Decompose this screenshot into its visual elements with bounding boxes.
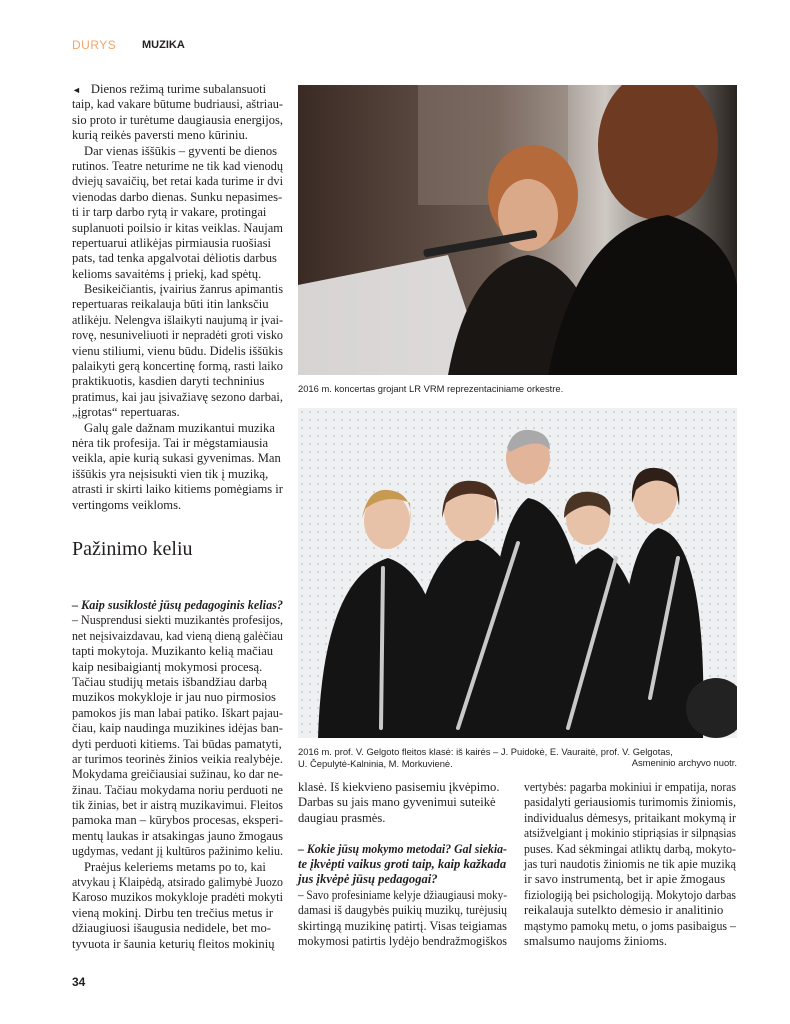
text-line: „įgrotas“ repertuaras. bbox=[72, 405, 180, 420]
text-line: vienodas darbo dienas. Sunku nepasimes- bbox=[72, 189, 283, 204]
text-lines bbox=[524, 780, 737, 949]
text-line: pamokos jis man labai patiko. Iškart pajau- bbox=[72, 705, 283, 720]
text-line: te įkvėpti vaikus groti taip, kaip kažkada bbox=[298, 856, 507, 871]
flute-class-caption: 2016 m. prof. V. Gelgoto fleitos klasė: iš kairės – J. Puidokė, E. Vauraitė, prof. V. Gelgotas, U. Čepulytė-Kalninia, M. Morkuvienė. bbox=[298, 746, 673, 769]
text-line: ar turimos teorinės žinios veikia realybėje. bbox=[72, 751, 283, 766]
right-column bbox=[524, 780, 737, 949]
text-line: Karoso muzikos mokykloje pradėti mokyti bbox=[72, 890, 284, 905]
left-column-top bbox=[72, 82, 284, 513]
text-line: nėra tik profesija. Tai ir mėgstamiausia bbox=[72, 435, 269, 450]
text-line: ugdymas, vedant jį kultūros pažinimo keliu. bbox=[72, 844, 284, 859]
text-line: pamoka man – kūrybos procesas, eksperi- bbox=[72, 813, 284, 828]
text-line: damasi iš daugybės puikių muzikų, turėjusių bbox=[298, 903, 508, 918]
text-line: – Savo profesiniame kelyje džiaugiausi moky- bbox=[298, 887, 507, 902]
text-lines bbox=[72, 97, 284, 513]
text-line: Dar vienas iššūkis – gyventi be dienos bbox=[84, 143, 278, 158]
text-line: fiziologiją bei psichologiją. Mokytojo darbas bbox=[524, 887, 736, 902]
middle-column bbox=[298, 780, 508, 949]
text-line: tik žinias, bet ir aistrą muzikavimui. Fleitos bbox=[72, 798, 284, 813]
left-column-bottom bbox=[72, 598, 284, 952]
text-line: Besikeičiantis, įvairius žanrus apimantis bbox=[84, 282, 284, 297]
text-lines bbox=[298, 780, 508, 826]
text-line: sio proto ir turėtume daugiausia energijos, bbox=[72, 112, 283, 127]
text-lines bbox=[72, 598, 284, 613]
text-line: reikalauja sutelkto dėmesio ir analitinio bbox=[524, 903, 724, 918]
text-line: iššūkis yra neįsisukti vien tik į muziką, bbox=[72, 466, 269, 481]
text-line: Praėjus keleriems metams po to, kai bbox=[84, 859, 266, 874]
text-line: pratimus, kai jau įsivažiavę sezono darbai, bbox=[72, 389, 284, 404]
text-line: rovę, nesuniveliuoti ir nepradėti groti visko bbox=[72, 328, 284, 343]
text-line: mokymosi patirtis lydėjo bendražmogiškos bbox=[298, 933, 508, 948]
text-line: vertybės: pagarba mokiniui ir empatija, noras bbox=[524, 780, 736, 794]
section-heading: Pažinimo keliu bbox=[72, 538, 193, 560]
text-lines bbox=[298, 888, 508, 950]
text-lines bbox=[298, 842, 508, 888]
text-line: skirtingą muzikinę patirtį. Visas teigiamas bbox=[298, 918, 508, 933]
text-line: veikla, apie kurią sukasi gyvenimas. Man bbox=[72, 451, 281, 466]
text-line: atrasti ir skirti laiko kitiems pomėgiams ir bbox=[72, 482, 283, 497]
text-line: tapti mokytoja. Muzikanto kelią mačiau bbox=[72, 644, 274, 659]
text-line: smalsumo naujoms žinioms. bbox=[524, 933, 668, 948]
text-line: kaip nesibaigiantį mokymosi procesą. bbox=[72, 659, 263, 674]
text-line: palaikyti gerą koncertinę formą, rasti laiko bbox=[72, 359, 284, 374]
text-line: atsižvelgiant į mokinio stipriąsias ir silpnąsias bbox=[524, 826, 737, 841]
text-line: vertingoms veikloms. bbox=[72, 497, 182, 512]
text-line: pasidalyti geriausiomis turimomis žiniomis, bbox=[524, 795, 736, 810]
text-line: Mokydama greičiausiai sužinau, ko dar ne- bbox=[72, 767, 284, 782]
text-line: klasė. Iš kiekvieno pasisemiu įkvėpimo. bbox=[298, 780, 500, 794]
text-line: džiaugiuosi išaugusia nedidele, bet mo- bbox=[72, 921, 272, 936]
text-line: Tačiau studijų metais išbandžiau darbą bbox=[72, 674, 267, 689]
continued-arrow-icon: ◄ bbox=[72, 85, 81, 95]
concert-photo bbox=[298, 85, 737, 375]
text-line: Darbas su jais mano gyvenimui suteikė bbox=[298, 795, 496, 810]
text-line: – Kokie jūsų mokymo metodai? Gal siekia- bbox=[298, 841, 507, 856]
text-line: muzikos mokykloje ir jau nuo pirmosios bbox=[72, 690, 276, 705]
text-line: tyvuota ir šaunia keturių fleitos mokinių bbox=[72, 936, 275, 951]
text-line: daugiau prasmės. bbox=[298, 810, 386, 825]
text-line: – Kaip susiklostė jūsų pedagoginis kelias? bbox=[72, 598, 284, 612]
text-line: ir savo instrumentą, bet ir apie žmogaus bbox=[524, 872, 726, 887]
text-line: žinau. Tačiau mokydama noriu perduoti ne bbox=[72, 782, 283, 797]
text-line: atlikėju. Nelengva išlaikyti naujumą ir įvai- bbox=[72, 312, 284, 327]
text-line: dviejų savaičių, bet retai kada turime ir dvi bbox=[72, 174, 284, 189]
text-line: jas turi naudotis žiniomis ne tik apie muziką bbox=[524, 856, 736, 871]
concert-photo-caption: 2016 m. koncertas grojant LR VRM reprezentaciniame orkestre. bbox=[298, 383, 564, 394]
text-line: ti ir tarp darbo rytą ir vakare, protingai bbox=[72, 205, 267, 220]
text-line: dyti perduoti kitiems. Tai būdas pamatyti, bbox=[72, 736, 282, 751]
text-line: suplanuoti poilsio ir kitas veiklas. Naujam bbox=[72, 220, 283, 235]
page-number: 34 bbox=[72, 975, 86, 989]
text-line: individualus dėmesys, pritaikant mokymą ir bbox=[524, 810, 736, 825]
text-line: kurią reikės paversti meno kūriniu. bbox=[72, 128, 248, 143]
text-line: rutinos. Teatre neturime ne tik kad vienodų bbox=[72, 158, 283, 173]
text-line: mentų laukas ir atsakingas jauno žmogaus bbox=[72, 828, 284, 843]
text-line: – Nusprendusi siekti muzikantės profesijos, bbox=[72, 613, 283, 628]
text-line: vieną mokinį. Dirbu ten trečius metus ir bbox=[72, 905, 274, 920]
photo-credit: Asmeninio archyvo nuotr. bbox=[631, 757, 737, 768]
text-line: repertuaras reikalauja būti itin lanksčiu bbox=[72, 297, 269, 312]
text-line: net neįsivaizdavau, kad vieną dieną galėčiau bbox=[72, 628, 283, 643]
text-line: atvykau į Klaipėdą, atsirado galimybė Juozo bbox=[72, 875, 284, 890]
text-line: Galų gale dažnam muzikantui muzika bbox=[84, 420, 275, 435]
section-label: DURYS bbox=[72, 38, 117, 52]
text-line: taip, kad vakare būtume budriausi, aštriau- bbox=[72, 97, 283, 112]
first-line: ◄ Dienos režimą turime subalansuoti bbox=[72, 82, 267, 96]
text-line: jus įkvėpė jūsų pedagogai? bbox=[298, 872, 438, 887]
text-line: vienu stiliumi, vienu būdu. Didelis iššūkis bbox=[72, 343, 284, 358]
text-lines bbox=[72, 613, 284, 952]
text-line: čiau, kaip naudinga muzikines idėjas ban- bbox=[72, 721, 284, 736]
text-line: repertuarui atlikėjas pirmiausia ruošiasi bbox=[72, 235, 271, 250]
text-line: pats, tad tenka apgalvotai dėliotis darbus bbox=[72, 251, 277, 266]
text-line: praktikuotis, kasdien daryti techninius bbox=[72, 374, 265, 389]
text-line: kelioms savaitėms į priekį, kad spėtų. bbox=[72, 266, 262, 281]
text-line: puses. Kad sėkmingai atliktų darbą, mokyto- bbox=[524, 841, 736, 856]
flute-class-photo bbox=[298, 408, 737, 738]
category-label: MUZIKA bbox=[142, 39, 185, 51]
text-line: mąstymo pamokų metu, o joms pasibaigus – bbox=[524, 918, 736, 933]
